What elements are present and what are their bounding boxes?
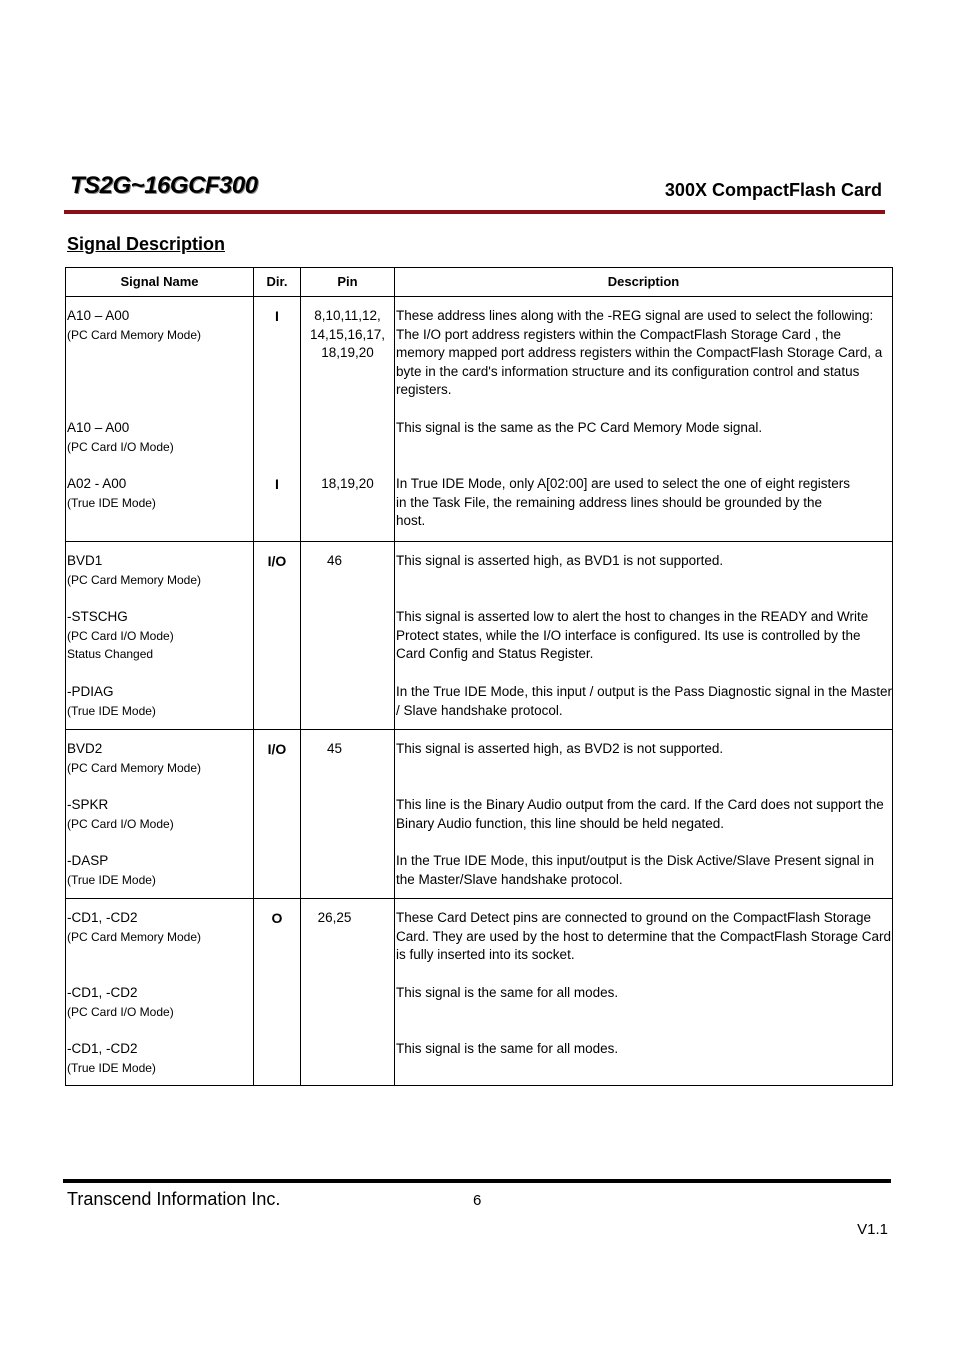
signal-pins: 8,10,11,12, 14,15,16,17, 18,19,20: [309, 308, 386, 361]
signal-direction: I/O: [267, 553, 287, 569]
signal-name-cell: [66, 730, 254, 899]
dir-cell: [254, 542, 301, 730]
signal-name: -CD1, -CD2: [67, 985, 138, 1000]
document-subtitle: 300X CompactFlash Card: [664, 180, 882, 200]
signal-name: A10 – A00: [67, 308, 130, 323]
header-description: Description: [395, 268, 893, 297]
signal-description: This signal is asserted high, as BVD1 is not supported.: [396, 553, 724, 568]
header-signal-name: Signal Name: [66, 268, 254, 297]
signal-description: These Card Detect pins are connected to ground on the CompactFlash Storage Card. They are used by the host to determine that the CompactFlash Storage Card is fully inserted into its socket.: [396, 910, 892, 963]
signal-pins: 45: [326, 741, 343, 756]
signal-mode: (True IDE Mode): [67, 703, 156, 718]
pin-cell: [301, 297, 395, 542]
signal-description: In the True IDE Mode, this input/output is the Disk Active/Slave Present signal in the Master/Slave handshake protocol.: [396, 853, 874, 887]
signal-description: In the True IDE Mode, this input / output is the Pass Diagnostic signal in the Master / Slave handshake protocol.: [396, 684, 893, 718]
signal-mode: (PC Card I/O Mode): [67, 439, 174, 454]
signal-description: This signal is the same for all modes.: [396, 1041, 619, 1056]
signal-name: -DASP: [67, 853, 109, 868]
signal-direction: I: [275, 308, 279, 324]
pin-cell: [301, 730, 395, 899]
table-header-row: [66, 268, 893, 297]
signal-mode: (PC Card I/O Mode): [67, 816, 174, 831]
signal-direction: I/O: [267, 741, 287, 757]
signal-name: -CD1, -CD2: [67, 1041, 138, 1056]
signal-pins: 26,25: [317, 910, 352, 925]
footer-divider: [63, 1179, 891, 1183]
document-version: V1.1: [857, 1221, 888, 1238]
table-row: [66, 542, 893, 730]
signal-mode: (PC Card Memory Mode): [67, 327, 202, 342]
signal-direction: O: [271, 910, 283, 926]
signal-direction: I: [275, 476, 279, 492]
signal-pins: 46: [326, 553, 343, 568]
signal-mode: (True IDE Mode): [67, 872, 156, 887]
signal-name: BVD2: [67, 741, 103, 756]
header-dir: Dir.: [254, 268, 301, 297]
header-divider: [64, 210, 885, 214]
section-title: Signal Description: [67, 234, 226, 254]
table-row: [66, 297, 893, 542]
signal-table: [65, 267, 893, 1086]
dir-cell: [254, 297, 301, 542]
signal-name: A10 – A00: [67, 420, 130, 435]
pin-cell: [301, 542, 395, 730]
signal-name: A02 - A00: [67, 476, 127, 491]
dir-cell: [254, 730, 301, 899]
signal-mode: (PC Card Memory Mode): [67, 760, 202, 775]
pin-cell: [301, 899, 395, 1086]
footer-company: Transcend Information Inc.: [67, 1189, 281, 1209]
signal-name-cell: [66, 899, 254, 1086]
header-pin: Pin: [301, 268, 395, 297]
signal-name-cell: [66, 542, 254, 730]
signal-mode: (PC Card Memory Mode): [67, 572, 202, 587]
signal-description: These address lines along with the -REG signal are used to select the following: The I/O port address registers within the CompactFlash Storage Card , the memory mapped port address registers within the CompactFlash Storage Card, a byte in the card's information structure and its configuration control and status registers.: [396, 308, 883, 398]
signal-description: This signal is the same as the PC Card Memory Mode signal.: [396, 420, 763, 435]
document-title: TS2G~16GCF300: [70, 172, 258, 199]
signal-description: In True IDE Mode, only A[02:00] are used to select the one of eight registers in the Task File, the remaining address lines should be grounded by the host.: [396, 476, 851, 529]
description-cell: [395, 730, 893, 899]
signal-mode: (PC Card Memory Mode): [67, 929, 202, 944]
description-cell: [395, 297, 893, 542]
signal-description: This signal is the same for all modes.: [396, 985, 619, 1000]
signal-description: This line is the Binary Audio output from the card. If the Card does not support the Binary Audio function, this line should be held negated.: [396, 797, 884, 831]
signal-pins: 18,19,20: [321, 476, 374, 491]
signal-name: -STSCHG: [67, 609, 128, 624]
table-row: [66, 730, 893, 899]
signal-mode: (PC Card I/O Mode): [67, 628, 174, 643]
signal-name: BVD1: [67, 553, 103, 568]
page-number: 6: [473, 1192, 482, 1209]
dir-cell: [254, 899, 301, 1086]
signal-mode: (PC Card I/O Mode): [67, 1004, 174, 1019]
signal-name: -PDIAG: [67, 684, 114, 699]
signal-name-cell: [66, 297, 254, 542]
signal-mode: (True IDE Mode): [67, 495, 156, 510]
signal-mode-note: Status Changed: [67, 647, 154, 662]
signal-description: This signal is asserted low to alert the host to changes in the READY and Write Protect states, while the I/O interface is configured. Its use is controlled by the Card Config and Status Register.: [396, 609, 869, 662]
table-row: [66, 899, 893, 1086]
signal-name: -CD1, -CD2: [67, 910, 138, 925]
description-cell: [395, 899, 893, 1086]
description-cell: [395, 542, 893, 730]
signal-description: This signal is asserted high, as BVD2 is not supported.: [396, 741, 724, 756]
signal-name: -SPKR: [67, 797, 109, 812]
signal-mode: (True IDE Mode): [67, 1060, 156, 1075]
